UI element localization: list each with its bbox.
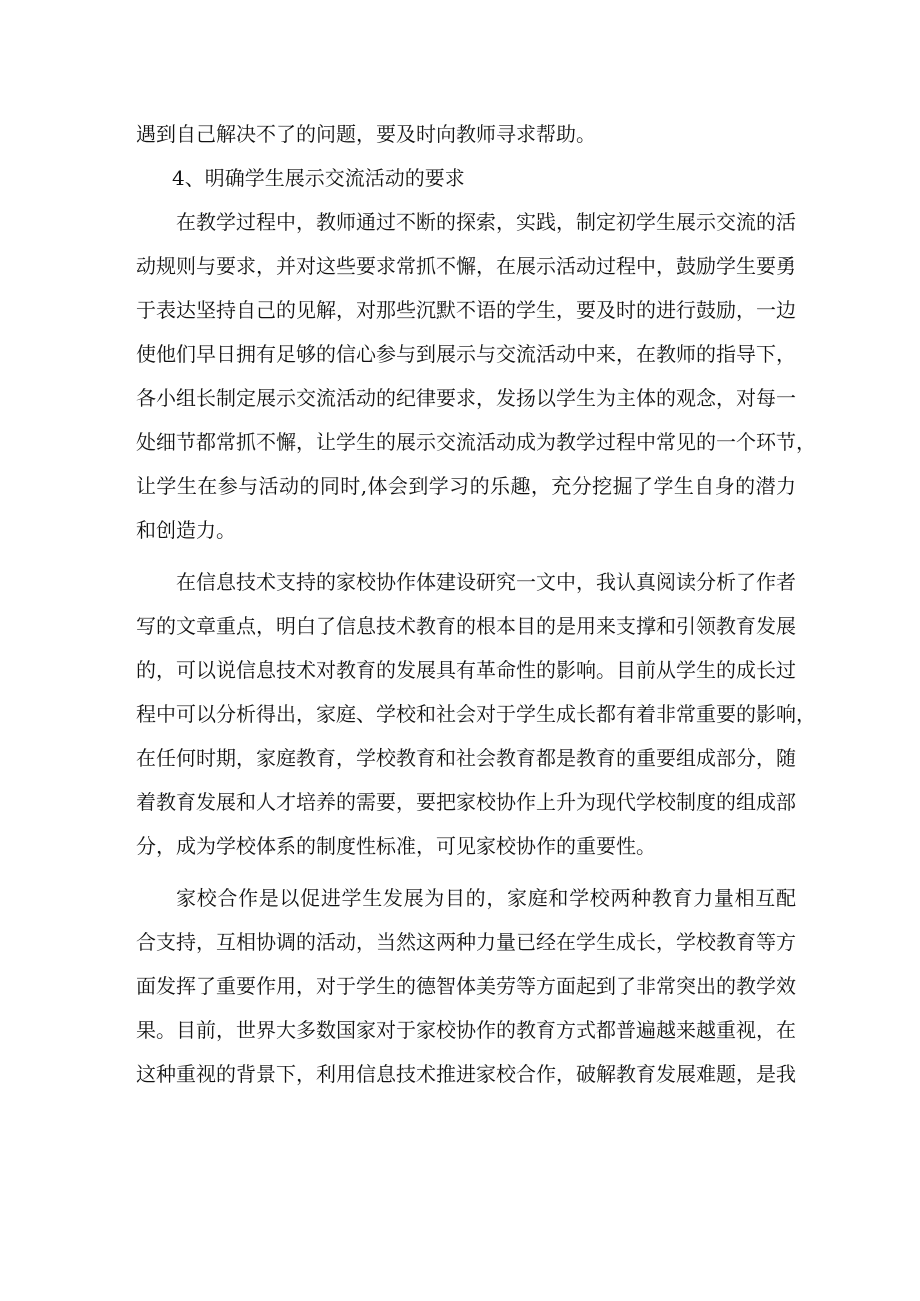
paragraph-line: 和创造力。 xyxy=(136,518,236,542)
paragraph-line: 着教育发展和人才培养的需要，要把家校协作上升为现代学校制度的组成部 xyxy=(136,790,796,814)
paragraph-line: 动规则与要求，并对这些要求常抓不懈，在展示活动过程中，鼓励学生要勇 xyxy=(136,254,796,278)
paragraph-line: 面发挥了重要作用，对于学生的德智体美劳等方面起到了非常突出的教学效 xyxy=(136,974,796,998)
paragraph-line: 于表达坚持自己的见解，对那些沉默不语的学生，要及时的进行鼓励，一边 xyxy=(136,298,796,322)
paragraph-line: 家校合作是以促进学生发展为目的，家庭和学校两种教育力量相互配 xyxy=(176,886,796,910)
paragraph-line: 使他们早日拥有足够的信心参与到展示与交流活动中来，在教师的指导下， xyxy=(136,342,796,366)
document-body xyxy=(136,112,816,1096)
paragraph-line: 这种重视的背景下，利用信息技术推进家校合作，破解教育发展难题，是我 xyxy=(136,1062,796,1086)
paragraph-line: 的，可以说信息技术对教育的发展具有革命性的影响。目前从学生的成长过 xyxy=(136,658,796,682)
paragraph-line: 处细节都常抓不懈，让学生的展示交流活动成为教学过程中常见的一个环节， xyxy=(136,430,816,454)
paragraph-line: 各小组长制定展示交流活动的纪律要求，发扬以学生为主体的观念，对每一 xyxy=(136,386,796,410)
paragraph-line: 在教学过程中，教师通过不断的探索，实践，制定初学生展示交流的活 xyxy=(176,210,796,234)
paragraph-line: 合支持，互相协调的活动，当然这两种力量已经在学生成长，学校教育等方 xyxy=(136,930,796,954)
paragraph-line: 程中可以分析得出，家庭、学校和社会对于学生成长都有着非常重要的影响， xyxy=(136,702,816,726)
paragraph-line: 在信息技术支持的家校协作体建设研究一文中，我认真阅读分析了作者 xyxy=(176,570,796,594)
paragraph-line: 遇到自己解决不了的问题，要及时向教师寻求帮助。 xyxy=(136,122,596,146)
paragraph-line: 果。目前，世界大多数国家对于家校协作的教育方式都普遍越来越重视，在 xyxy=(136,1018,796,1042)
paragraph-line: 分，成为学校体系的制度性标准，可见家校协作的重要性。 xyxy=(136,834,656,858)
section-heading: 4、明确学生展示交流活动的要求 xyxy=(172,166,465,190)
paragraph-gap xyxy=(136,868,796,876)
paragraph-line: 写的文章重点，明白了信息技术教育的根本目的是用来支撑和引领教育发展 xyxy=(136,614,796,638)
paragraph-line: 在任何时期，家庭教育，学校教育和社会教育都是教育的重要组成部分，随 xyxy=(136,746,796,770)
paragraph-line: 让学生在参与活动的同时,体会到学习的乐趣，充分挖掘了学生自身的潜力 xyxy=(136,474,796,498)
paragraph-gap xyxy=(136,552,796,560)
